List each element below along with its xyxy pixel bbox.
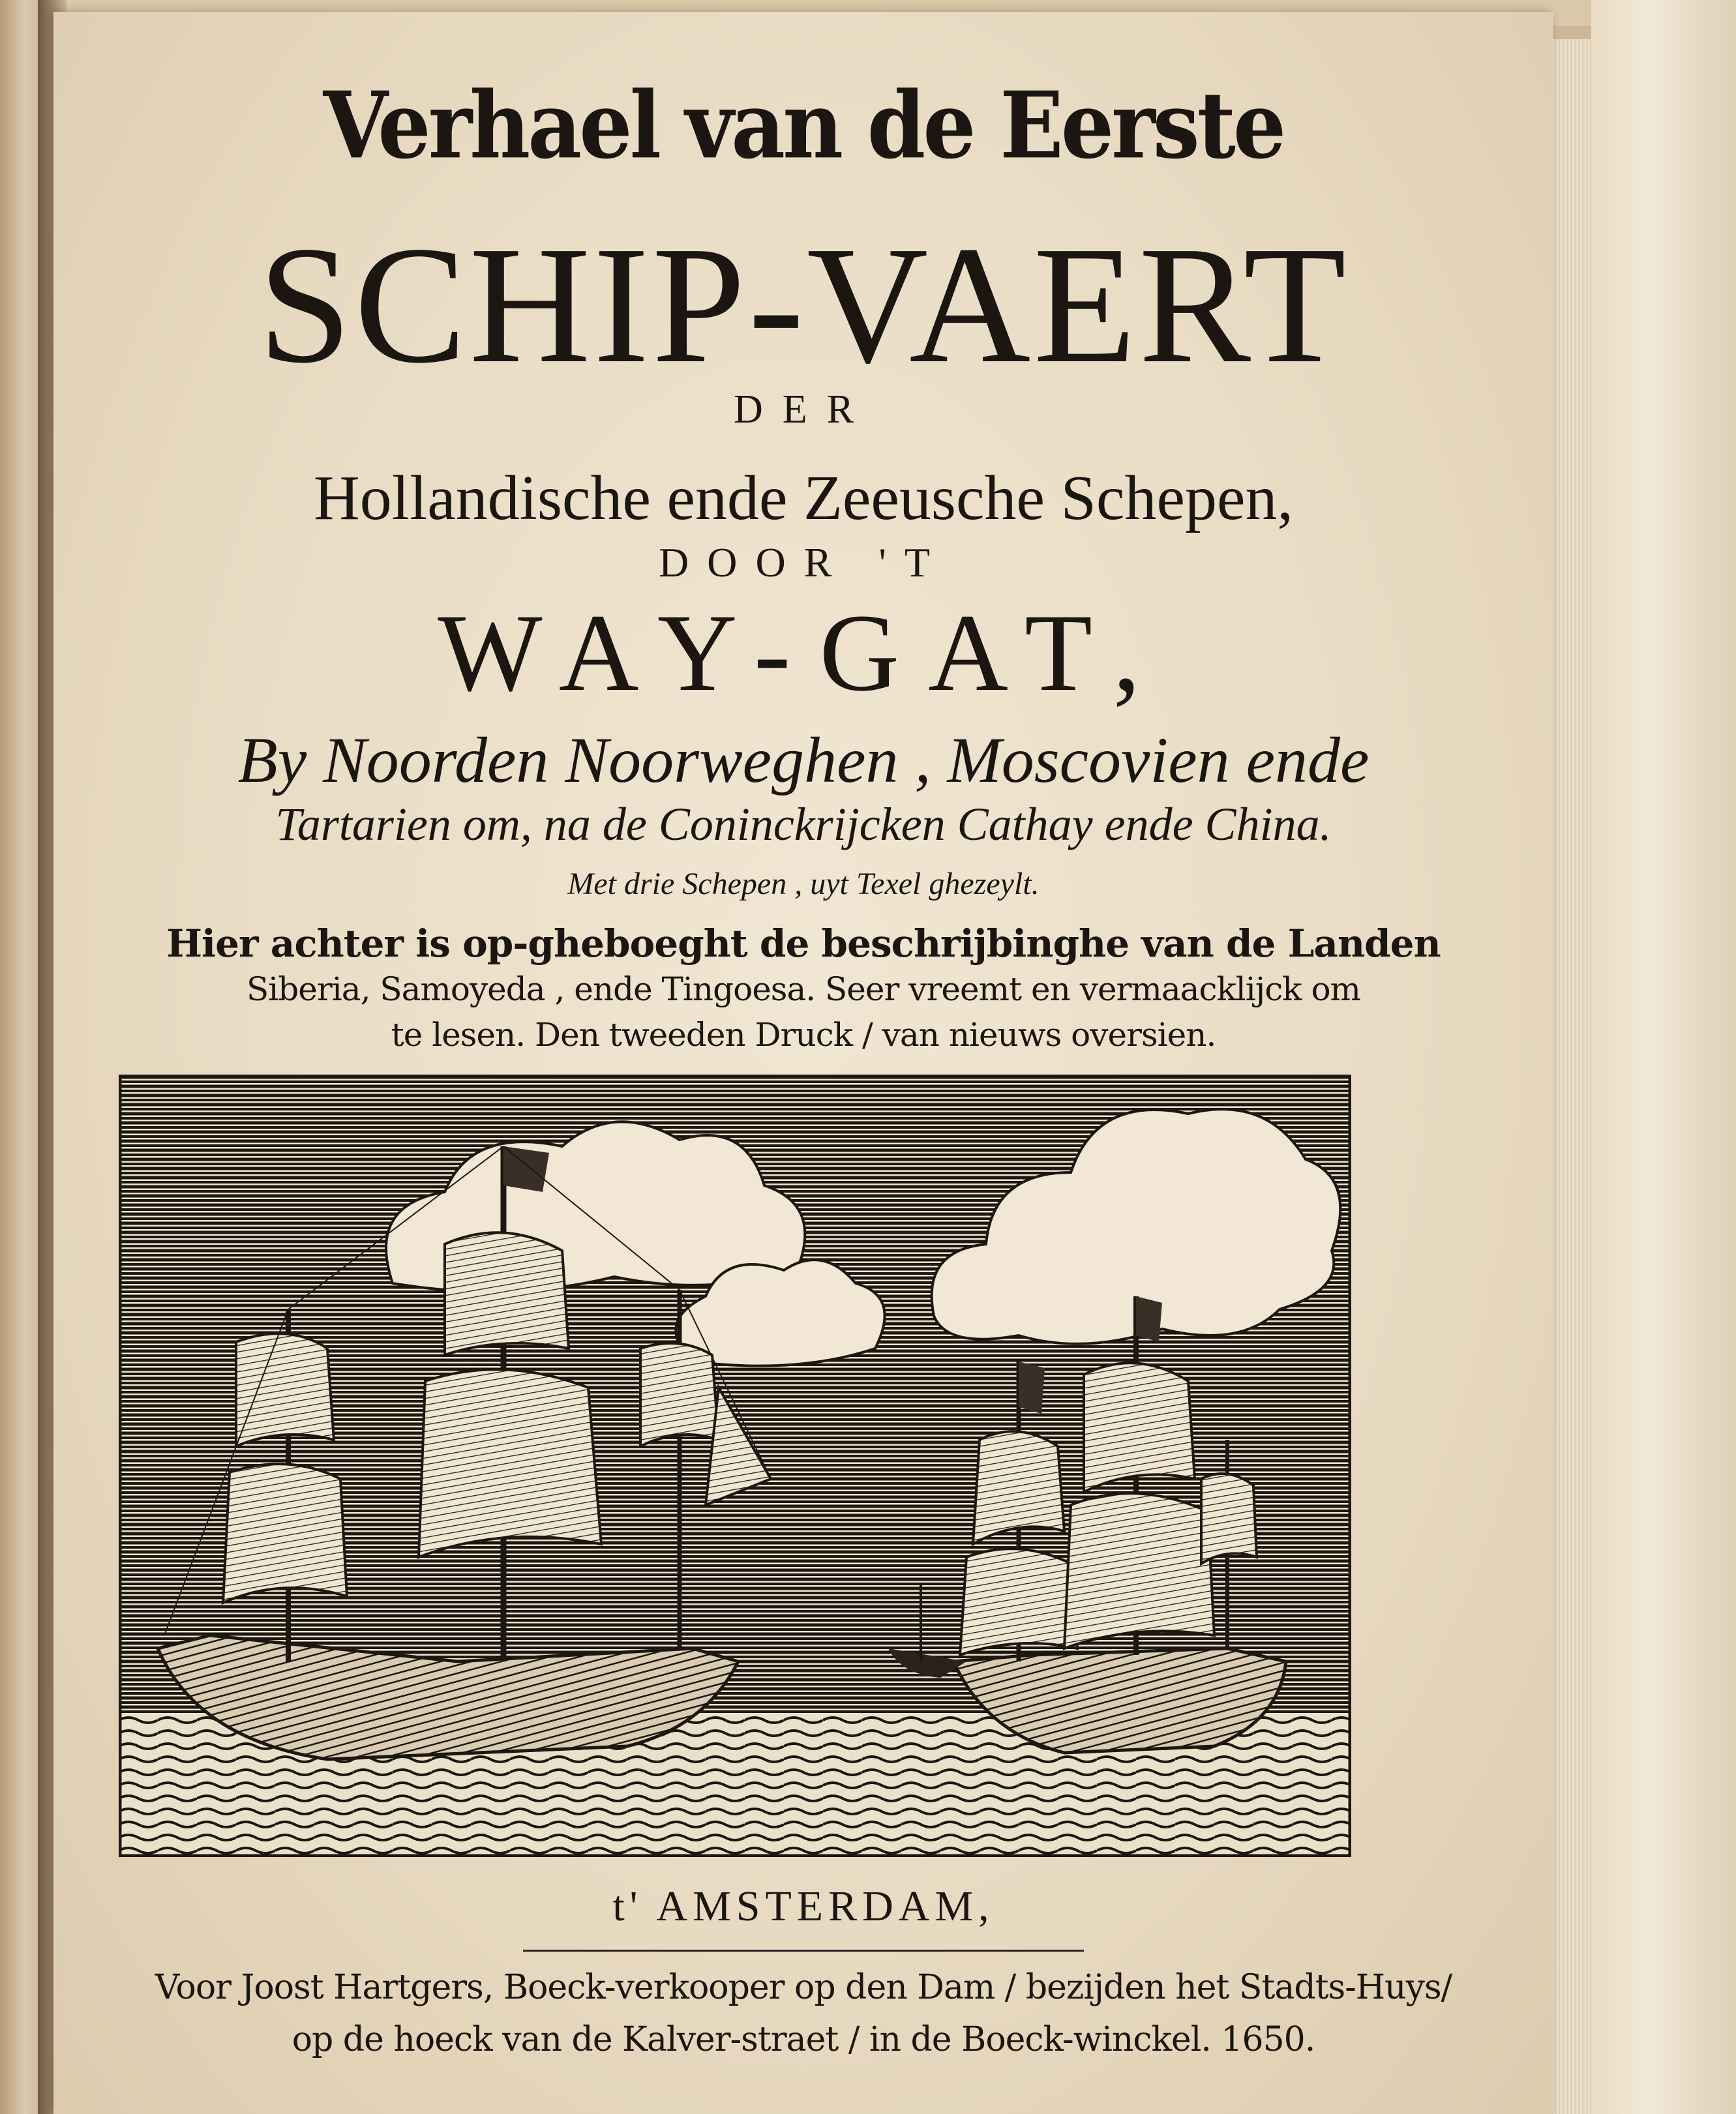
- subtitle-line: Hollandische ende Zeeusche Schepen,: [313, 463, 1294, 533]
- route-line-1: By Noorden Noorweghen , Moscovien ende: [237, 724, 1369, 796]
- appendix-line-1: Hier achter is op-gheboeght de beschrijbinghe van de Landen: [166, 921, 1441, 966]
- der-line: DER: [734, 387, 873, 432]
- appendix-line-3: te lesen. Den tweeden Druck / van nieuws oversien.: [391, 1016, 1216, 1054]
- ships-line: Met drie Schepen , uyt Texel ghezeylt.: [567, 867, 1040, 901]
- route-line-2: Tartarien om, na de Coninckrijcken Cathay ende China.: [275, 798, 1332, 850]
- book-binding-right: [1591, 0, 1736, 2114]
- appendix-line-2: Siberia, Samoyeda , ende Tingoesa. Seer vreemt en vermaacklijck om: [247, 970, 1360, 1008]
- main-title: SCHIP-VAERT: [258, 211, 1349, 398]
- title-gothic-line: Verhael van de Eerste: [323, 72, 1284, 180]
- title-page: [53, 12, 1553, 2114]
- place-of-publication: t' AMSTERDAM,: [612, 1883, 995, 1930]
- imprint-line-1: Voor Joost Hartgers, Boeck-verkooper op den Dam / bezijden het Stadts-Huys/: [155, 1968, 1452, 2007]
- door-line: DOOR 'T: [659, 539, 948, 586]
- imprint-divider: [523, 1950, 1084, 1952]
- woodcut-ships-illustration: [119, 1075, 1351, 1857]
- imprint-line-2: op de hoeck van de Kalver-straet / in de Boeck-winckel. 1650.: [292, 2020, 1315, 2059]
- waygat-title: WAY-GAT,: [438, 591, 1169, 714]
